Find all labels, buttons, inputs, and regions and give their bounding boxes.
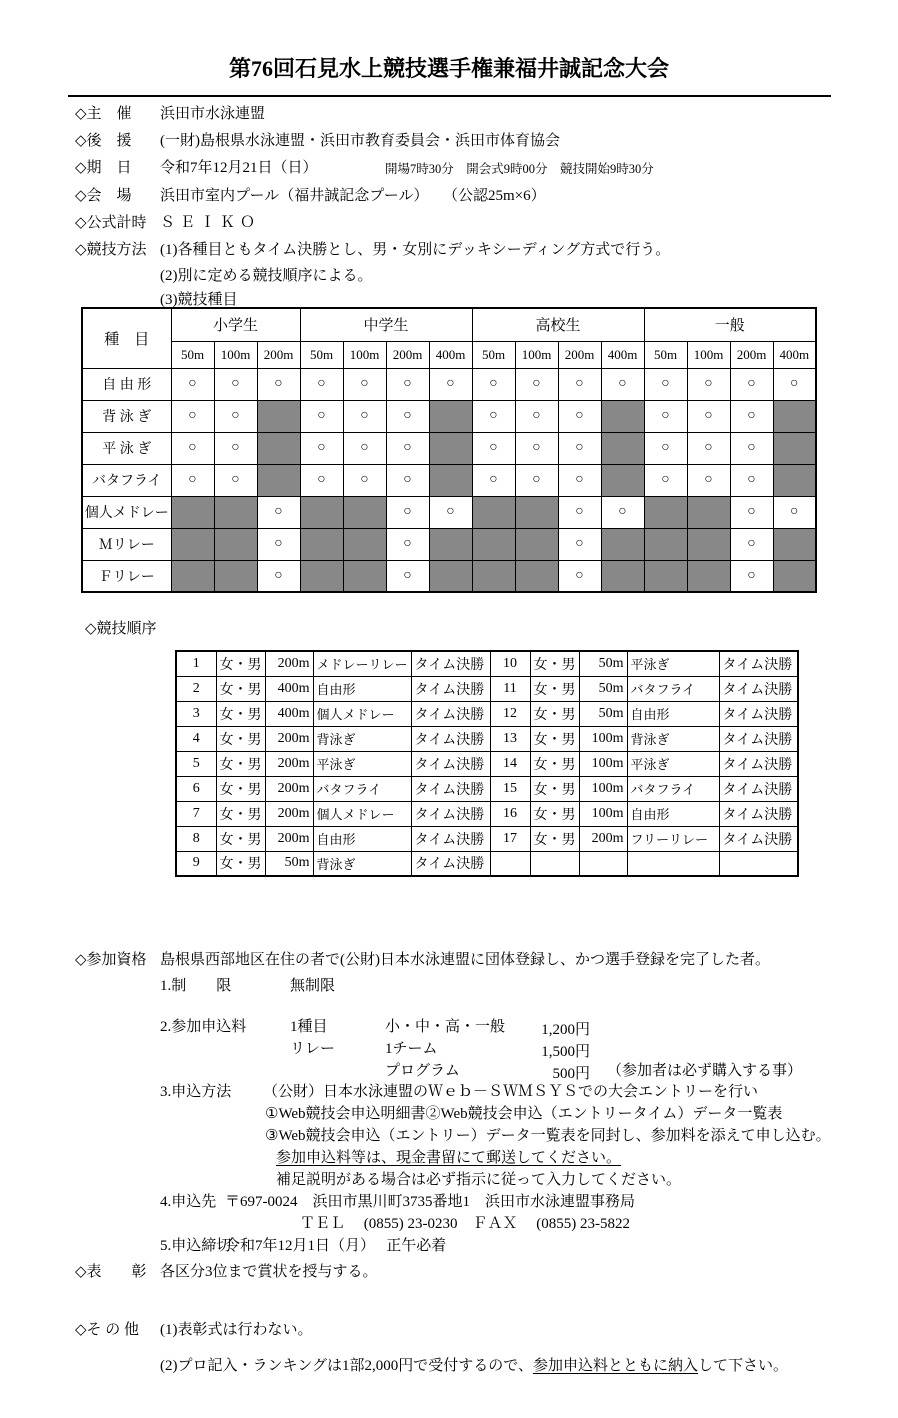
order-gender: 女・男 <box>216 851 265 876</box>
events-row <box>82 496 816 528</box>
apply-value: （公財）日本水泳連盟のＷｅｂ－ＳＷＭＳＹＳでの大会エントリーを行い <box>263 1084 759 1100</box>
order-event: 背泳ぎ <box>313 851 411 876</box>
order-event: 自由形 <box>627 701 719 726</box>
order-distance: 400m <box>265 676 313 701</box>
events-distance-header: 100m <box>687 341 730 368</box>
order-distance: 200m <box>265 826 313 851</box>
events-cell-blocked <box>773 432 816 464</box>
order-row <box>176 801 798 826</box>
order-distance: 100m <box>579 726 627 751</box>
events-cell-blocked <box>515 528 558 560</box>
timing-label: ◇公式計時 <box>75 215 147 231</box>
events-cell-offered: ○ <box>515 464 558 496</box>
events-cell-blocked <box>472 560 515 592</box>
order-distance: 400m <box>265 701 313 726</box>
events-row <box>82 400 816 432</box>
order-row <box>176 751 798 776</box>
events-group-header: 高校生 <box>472 308 644 341</box>
other-line-2 <box>160 1357 788 1376</box>
events-cell-offered: ○ <box>300 464 343 496</box>
order-event: 自由形 <box>313 826 411 851</box>
method-line-3: (3)競技種目 <box>160 292 238 308</box>
order-row <box>176 701 798 726</box>
order-event: 平泳ぎ <box>627 651 719 676</box>
events-row-label: Ｆリレー <box>82 560 171 592</box>
events-cell-offered: ○ <box>386 528 429 560</box>
events-cell-offered: ○ <box>515 368 558 400</box>
fee3-amount: 500円 <box>552 1066 590 1082</box>
method-line-1: (1)各種目ともタイム決勝とし、男・女別にデッキシーディング方式で行う。 <box>160 242 671 258</box>
events-row <box>82 528 816 560</box>
other-line-1: (1)表彰式は行わない。 <box>160 1322 313 1338</box>
order-row <box>176 726 798 751</box>
method-label: ◇競技方法 <box>75 242 147 258</box>
order-distance: 200m <box>265 726 313 751</box>
order-no: 11 <box>490 676 530 701</box>
order-no: 3 <box>176 701 216 726</box>
order-distance: 100m <box>579 776 627 801</box>
events-cell-blocked <box>300 560 343 592</box>
order-result: タイム決勝 <box>411 776 490 801</box>
events-cell-blocked <box>343 496 386 528</box>
events-group-header: 一般 <box>644 308 816 341</box>
order-result: タイム決勝 <box>411 651 490 676</box>
participation-intro: 島根県西部地区在住の者で(公財)日本水泳連盟に団体登録し、かつ選手登録を完了した者。 <box>160 952 770 968</box>
dest-tel: ＴＥＬ (0855) 23-0230 ＦＡＸ (0855) 23-5822 <box>300 1216 630 1232</box>
events-distance-header: 100m <box>343 341 386 368</box>
events-cell-blocked <box>429 432 472 464</box>
events-group-header: 中学生 <box>300 308 472 341</box>
events-distance-header: 50m <box>472 341 515 368</box>
events-cell-offered: ○ <box>558 368 601 400</box>
host-value: 浜田市水泳連盟 <box>160 106 266 122</box>
order-no: 6 <box>176 776 216 801</box>
order-row <box>176 776 798 801</box>
events-row-label: 背 泳 ぎ <box>82 400 171 432</box>
order-row <box>176 676 798 701</box>
order-gender: 女・男 <box>216 801 265 826</box>
events-cell-blocked <box>171 496 214 528</box>
events-cell-blocked <box>257 400 300 432</box>
events-cell-offered: ○ <box>472 400 515 432</box>
venue-label: ◇会 場 <box>75 188 132 204</box>
events-cell-blocked <box>214 496 257 528</box>
events-cell-offered: ○ <box>429 496 472 528</box>
limit-label: 1.制 限 <box>160 978 232 994</box>
events-corner-header: 種 目 <box>82 308 171 368</box>
events-cell-blocked <box>300 496 343 528</box>
events-distance-header: 200m <box>386 341 429 368</box>
order-gender: 女・男 <box>216 776 265 801</box>
order-distance: 200m <box>265 751 313 776</box>
fee2-type: リレー <box>290 1041 336 1057</box>
events-row <box>82 560 816 592</box>
events-row-label: 個人メドレー <box>82 496 171 528</box>
other-line-2-post: して下さい。 <box>698 1358 789 1374</box>
events-cell-blocked <box>515 496 558 528</box>
order-no: 8 <box>176 826 216 851</box>
events-cell-offered: ○ <box>601 496 644 528</box>
events-distance-header: 50m <box>644 341 687 368</box>
events-cell-offered: ○ <box>257 560 300 592</box>
order-gender: 女・男 <box>216 826 265 851</box>
events-row-label: Ｍリレー <box>82 528 171 560</box>
order-result: タイム決勝 <box>719 726 798 751</box>
apply-line-4: 補足説明がある場合は必ず指示に従って入力してください。 <box>276 1172 682 1188</box>
events-distance-header: 100m <box>515 341 558 368</box>
events-distance-header: 50m <box>300 341 343 368</box>
events-cell-offered: ○ <box>257 496 300 528</box>
events-cell-offered: ○ <box>171 368 214 400</box>
order-distance: 200m <box>265 801 313 826</box>
order-event: 自由形 <box>627 801 719 826</box>
order-distance: 200m <box>579 826 627 851</box>
events-cell-offered: ○ <box>730 560 773 592</box>
events-cell-blocked <box>214 528 257 560</box>
events-cell-offered: ○ <box>343 368 386 400</box>
order-gender: 女・男 <box>216 701 265 726</box>
method-line-2: (2)別に定める競技順序による。 <box>160 268 373 284</box>
events-cell-blocked <box>429 528 472 560</box>
events-cell-blocked <box>601 528 644 560</box>
events-cell-offered: ○ <box>429 368 472 400</box>
events-cell-offered: ○ <box>257 368 300 400</box>
events-cell-offered: ○ <box>558 560 601 592</box>
order-result: タイム決勝 <box>411 726 490 751</box>
events-cell-blocked <box>773 400 816 432</box>
events-cell-offered: ○ <box>300 400 343 432</box>
events-cell-blocked <box>644 560 687 592</box>
events-cell-blocked <box>429 464 472 496</box>
events-cell-offered: ○ <box>386 464 429 496</box>
order-event: 背泳ぎ <box>627 726 719 751</box>
fee3-note: （参加者は必ず購入する事） <box>607 1063 803 1079</box>
order-no: 4 <box>176 726 216 751</box>
events-cell-blocked <box>687 560 730 592</box>
order-no: 13 <box>490 726 530 751</box>
order-event: フリーリレー <box>627 826 719 851</box>
events-cell-blocked <box>644 528 687 560</box>
events-cell-offered: ○ <box>730 400 773 432</box>
events-cell-offered: ○ <box>214 368 257 400</box>
events-row <box>82 368 816 400</box>
events-distance-header: 400m <box>601 341 644 368</box>
events-cell-offered: ○ <box>644 400 687 432</box>
fee1-target: 小・中・高・一般 <box>385 1019 506 1035</box>
events-cell-offered: ○ <box>257 528 300 560</box>
events-cell-offered: ○ <box>171 400 214 432</box>
order-heading: ◇競技順序 <box>85 621 157 637</box>
order-no: 14 <box>490 751 530 776</box>
fee-label: 2.参加申込料 <box>160 1019 247 1035</box>
events-cell-blocked <box>687 528 730 560</box>
order-result <box>719 851 798 876</box>
order-gender: 女・男 <box>530 726 579 751</box>
date-label: ◇期 日 <box>75 160 132 176</box>
order-distance: 200m <box>265 651 313 676</box>
order-distance: 50m <box>265 851 313 876</box>
order-distance: 100m <box>579 751 627 776</box>
order-event: 背泳ぎ <box>313 726 411 751</box>
events-cell-offered: ○ <box>472 432 515 464</box>
events-cell-offered: ○ <box>515 432 558 464</box>
order-row <box>176 851 798 876</box>
events-cell-blocked <box>214 560 257 592</box>
order-gender: 女・男 <box>530 751 579 776</box>
order-no: 7 <box>176 801 216 826</box>
events-cell-offered: ○ <box>386 560 429 592</box>
events-cell-offered: ○ <box>214 464 257 496</box>
order-result: タイム決勝 <box>719 651 798 676</box>
events-cell-offered: ○ <box>300 432 343 464</box>
events-cell-offered: ○ <box>687 368 730 400</box>
order-distance <box>579 851 627 876</box>
events-cell-offered: ○ <box>386 432 429 464</box>
events-row-label: 平 泳 ぎ <box>82 432 171 464</box>
events-distance-header: 400m <box>429 341 472 368</box>
events-cell-blocked <box>773 560 816 592</box>
events-cell-offered: ○ <box>730 528 773 560</box>
venue-note: （公認25m×6） <box>443 188 546 204</box>
limit-value: 無制限 <box>290 978 336 994</box>
events-cell-offered: ○ <box>558 528 601 560</box>
events-cell-offered: ○ <box>730 496 773 528</box>
events-cell-blocked <box>601 400 644 432</box>
order-event: 自由形 <box>313 676 411 701</box>
order-result: タイム決勝 <box>411 701 490 726</box>
events-cell-offered: ○ <box>343 400 386 432</box>
events-cell-blocked <box>257 464 300 496</box>
events-cell-offered: ○ <box>386 496 429 528</box>
title-rule <box>68 95 831 97</box>
order-gender: 女・男 <box>530 676 579 701</box>
order-gender: 女・男 <box>216 676 265 701</box>
order-gender: 女・男 <box>530 776 579 801</box>
events-cell-offered: ○ <box>214 400 257 432</box>
fee2-amount: 1,500円 <box>541 1044 590 1060</box>
apply-line-3: 参加申込料等は、現金書留にて郵送してください。 <box>276 1150 622 1166</box>
order-gender: 女・男 <box>530 801 579 826</box>
events-cell-offered: ○ <box>558 400 601 432</box>
events-cell-blocked <box>472 496 515 528</box>
events-cell-blocked <box>343 528 386 560</box>
events-cell-offered: ○ <box>601 368 644 400</box>
order-gender: 女・男 <box>216 751 265 776</box>
order-event: 個人メドレー <box>313 701 411 726</box>
order-no: 5 <box>176 751 216 776</box>
events-cell-offered: ○ <box>773 496 816 528</box>
events-row-label: バタフライ <box>82 464 171 496</box>
events-cell-offered: ○ <box>687 432 730 464</box>
order-distance: 50m <box>579 701 627 726</box>
order-no: 9 <box>176 851 216 876</box>
events-table <box>81 307 817 593</box>
events-cell-offered: ○ <box>773 368 816 400</box>
events-cell-blocked <box>300 528 343 560</box>
apply-line-1: ①Web競技会申込明細書②Web競技会申込（エントリータイム）データ一覧表 <box>265 1106 783 1122</box>
order-event <box>627 851 719 876</box>
events-cell-offered: ○ <box>558 432 601 464</box>
events-cell-offered: ○ <box>343 432 386 464</box>
events-cell-offered: ○ <box>687 400 730 432</box>
order-gender: 女・男 <box>216 726 265 751</box>
support-label: ◇後 援 <box>75 133 132 149</box>
events-cell-blocked <box>171 528 214 560</box>
events-row <box>82 432 816 464</box>
document-title: 第76回石見水上競技選手権兼福井誠記念大会 <box>228 56 669 81</box>
events-cell-blocked <box>773 464 816 496</box>
events-cell-offered: ○ <box>644 464 687 496</box>
order-no: 17 <box>490 826 530 851</box>
order-no: 10 <box>490 651 530 676</box>
order-event: メドレーリレー <box>313 651 411 676</box>
order-event: バタフライ <box>627 676 719 701</box>
order-event: 平泳ぎ <box>313 751 411 776</box>
awards-label: ◇表 彰 <box>75 1264 147 1280</box>
fee2-target: 1チーム <box>385 1041 438 1057</box>
order-result: タイム決勝 <box>411 851 490 876</box>
order-no: 16 <box>490 801 530 826</box>
order-result: タイム決勝 <box>719 801 798 826</box>
other-label: ◇そ の 他 <box>75 1322 140 1338</box>
events-cell-offered: ○ <box>644 432 687 464</box>
order-result: タイム決勝 <box>411 801 490 826</box>
events-cell-blocked <box>429 400 472 432</box>
order-result: タイム決勝 <box>719 751 798 776</box>
order-gender: 女・男 <box>530 826 579 851</box>
events-cell-offered: ○ <box>300 368 343 400</box>
support-value: (一財)島根県水泳連盟・浜田市教育委員会・浜田市体育協会 <box>160 133 560 149</box>
dest-value: 〒697-0024 浜田市黒川町3735番地1 浜田市水泳連盟事務局 <box>225 1194 635 1210</box>
date-value: 令和7年12月21日（日） <box>160 160 318 176</box>
events-cell-blocked <box>472 528 515 560</box>
order-no: 15 <box>490 776 530 801</box>
order-event: バタフライ <box>313 776 411 801</box>
events-distance-header: 200m <box>730 341 773 368</box>
order-row <box>176 651 798 676</box>
order-no: 1 <box>176 651 216 676</box>
apply-line-2: ③Web競技会申込（エントリー）データ一覧表を同封し、参加料を添えて申し込む。 <box>265 1128 831 1144</box>
venue-value: 浜田市室内プール（福井誠記念プール） <box>160 188 429 204</box>
order-distance: 100m <box>579 801 627 826</box>
events-cell-offered: ○ <box>558 464 601 496</box>
awards-text: 各区分3位まで賞状を授与する。 <box>160 1264 378 1280</box>
fee1-amount: 1,200円 <box>541 1022 590 1038</box>
order-result: タイム決勝 <box>411 826 490 851</box>
order-gender <box>530 851 579 876</box>
order-gender: 女・男 <box>216 651 265 676</box>
events-distance-header: 400m <box>773 341 816 368</box>
events-cell-blocked <box>429 560 472 592</box>
deadline-label: 5.申込締切 <box>160 1238 232 1254</box>
events-row <box>82 464 816 496</box>
events-cell-blocked <box>343 560 386 592</box>
events-cell-offered: ○ <box>472 464 515 496</box>
events-cell-offered: ○ <box>644 368 687 400</box>
other-line-2-underline: 参加申込料とともに納入 <box>533 1358 699 1374</box>
events-distance-header: 200m <box>558 341 601 368</box>
order-no: 2 <box>176 676 216 701</box>
events-group-header: 小学生 <box>171 308 300 341</box>
dest-label: 4.申込先 <box>160 1194 217 1210</box>
events-cell-offered: ○ <box>214 432 257 464</box>
order-event: 個人メドレー <box>313 801 411 826</box>
events-cell-blocked <box>601 560 644 592</box>
timing-value: ＳＥＩＫＯ <box>160 215 261 231</box>
order-result: タイム決勝 <box>411 676 490 701</box>
fee3-target: プログラム <box>385 1063 460 1079</box>
events-row-label: 自 由 形 <box>82 368 171 400</box>
events-cell-offered: ○ <box>171 432 214 464</box>
events-cell-offered: ○ <box>730 464 773 496</box>
order-result: タイム決勝 <box>719 776 798 801</box>
events-cell-offered: ○ <box>558 496 601 528</box>
events-cell-blocked <box>601 464 644 496</box>
order-result: タイム決勝 <box>719 701 798 726</box>
apply-label: 3.申込方法 <box>160 1084 232 1100</box>
fee1-type: 1種目 <box>290 1019 328 1035</box>
events-cell-offered: ○ <box>171 464 214 496</box>
events-cell-blocked <box>773 528 816 560</box>
events-cell-offered: ○ <box>343 464 386 496</box>
order-distance: 50m <box>579 676 627 701</box>
events-cell-blocked <box>257 432 300 464</box>
deadline-value: 令和7年12月1日（月） 正午必着 <box>225 1238 447 1254</box>
date-times: 開場7時30分 開会式9時00分 競技開始9時30分 <box>385 162 654 176</box>
host-label: ◇主 催 <box>75 106 132 122</box>
order-table <box>175 650 799 877</box>
order-distance: 50m <box>579 651 627 676</box>
order-gender: 女・男 <box>530 651 579 676</box>
order-no: 12 <box>490 701 530 726</box>
events-cell-blocked <box>644 496 687 528</box>
order-result: タイム決勝 <box>719 826 798 851</box>
order-event: バタフライ <box>627 776 719 801</box>
events-cell-offered: ○ <box>730 368 773 400</box>
events-distance-header: 200m <box>257 341 300 368</box>
order-no <box>490 851 530 876</box>
events-cell-offered: ○ <box>515 400 558 432</box>
other-line-2-pre: (2)プロ記入・ランキングは1部2,000円で受付するので、 <box>160 1358 533 1374</box>
order-result: タイム決勝 <box>411 751 490 776</box>
events-cell-blocked <box>687 496 730 528</box>
events-cell-blocked <box>601 432 644 464</box>
order-distance: 200m <box>265 776 313 801</box>
events-cell-blocked <box>171 560 214 592</box>
order-gender: 女・男 <box>530 701 579 726</box>
order-event: 平泳ぎ <box>627 751 719 776</box>
participation-label: ◇参加資格 <box>75 952 147 968</box>
events-cell-blocked <box>515 560 558 592</box>
events-cell-offered: ○ <box>386 368 429 400</box>
order-result: タイム決勝 <box>719 676 798 701</box>
events-cell-offered: ○ <box>472 368 515 400</box>
events-distance-header: 50m <box>171 341 214 368</box>
order-row <box>176 826 798 851</box>
events-cell-offered: ○ <box>687 464 730 496</box>
events-distance-header: 100m <box>214 341 257 368</box>
events-cell-offered: ○ <box>386 400 429 432</box>
events-cell-offered: ○ <box>730 432 773 464</box>
